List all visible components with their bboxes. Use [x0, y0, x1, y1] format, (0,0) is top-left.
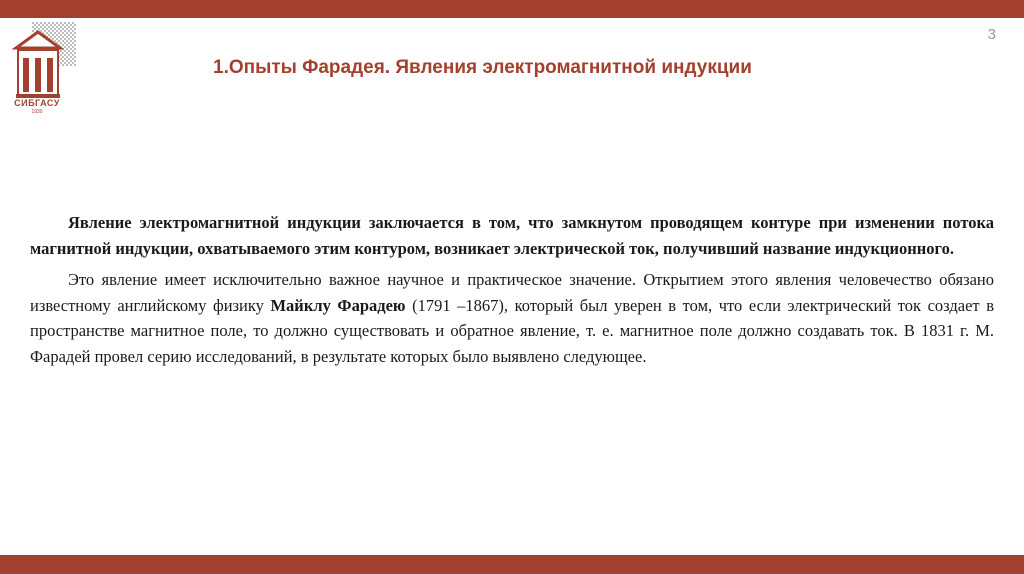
faraday-name: Майклу Фарадею — [270, 295, 406, 315]
bottom-banner — [0, 555, 1024, 574]
logo-text: СИБГАСУ — [14, 98, 60, 108]
top-banner — [0, 0, 1024, 18]
paragraph-definition: Явление электромагнитной индукции заключается в том, что замкнутом проводящем контуре при изменении потока магнитной индукции, охватываемого этим контуром, возникает электрической ток, получивший название индукционного. — [30, 213, 994, 258]
slide-content — [30, 210, 994, 375]
page-number: 3 — [987, 26, 996, 43]
slide-title: 1.Опыты Фарадея. Явления электромагнитной индукции — [213, 57, 752, 78]
paragraph-history-text-1: Это явление имеет исключительно важное научное и практическое значение. Открытием этого явления человечество обязано известному английскому физику — [30, 270, 994, 315]
paragraph-history — [30, 267, 994, 369]
logo-subtext: 1930 — [31, 109, 43, 115]
paragraph-history-text-2: (1791 –1867), который был уверен в том, что если электрический ток создает в пространстве магнитное поле, то должно существовать и обратное явление, т. е. магнитное поле должно создавать ток. В 1831 г. М. Фарадей провел серию исследований, в результате которых было выявлено следующее. — [30, 295, 994, 366]
